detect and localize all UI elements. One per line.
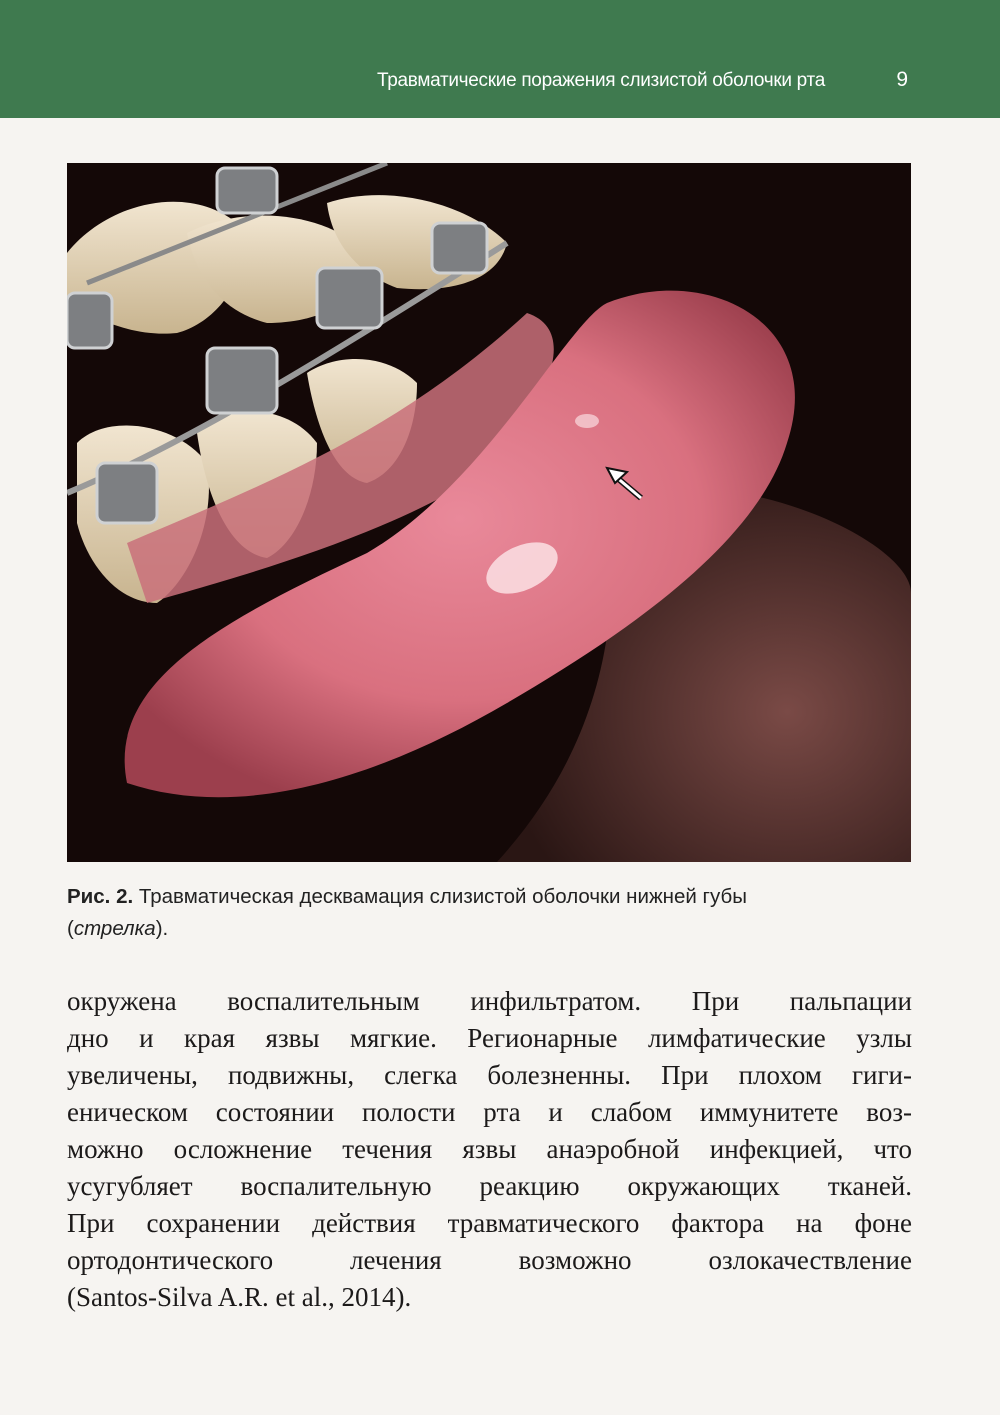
body-line: еническом состоянии полости рта и слабом иммунитете воз- bbox=[67, 1097, 912, 1127]
body-line: усугубляет воспалительную реакцию окружающих тканей. bbox=[67, 1171, 912, 1201]
page-header bbox=[0, 0, 1000, 118]
caption-paren-open: ( bbox=[67, 917, 74, 940]
body-line: ортодонтического лечения возможно озлокачествление bbox=[67, 1245, 912, 1275]
figure-caption bbox=[67, 881, 927, 945]
body-line: увеличены, подвижны, слегка болезненны. При плохом гиги- bbox=[67, 1060, 912, 1090]
caption-paren-close: ). bbox=[155, 917, 169, 940]
body-line: (Santos-Silva A.R. et al., 2014). bbox=[67, 1282, 412, 1312]
body-paragraph bbox=[67, 983, 912, 1316]
running-title: Травматические поражения слизистой оболочки рта bbox=[377, 70, 825, 91]
caption-arrow-note: стрелка bbox=[73, 917, 156, 940]
clinical-photo bbox=[67, 163, 911, 862]
page-number: 9 bbox=[896, 68, 908, 91]
body-line: дно и края язвы мягкие. Регионарные лимфатические узлы bbox=[67, 1023, 912, 1053]
caption-text: Травматическая десквамация слизистой оболочки нижней губы bbox=[138, 885, 747, 908]
figure-label: Рис. 2. bbox=[67, 885, 134, 908]
body-line: окружена воспалительным инфильтратом. При пальпации bbox=[67, 986, 912, 1016]
body-line: При сохранении действия травматического фактора на фоне bbox=[67, 1208, 912, 1238]
body-line: можно осложнение течения язвы анаэробной инфекцией, что bbox=[67, 1134, 912, 1164]
